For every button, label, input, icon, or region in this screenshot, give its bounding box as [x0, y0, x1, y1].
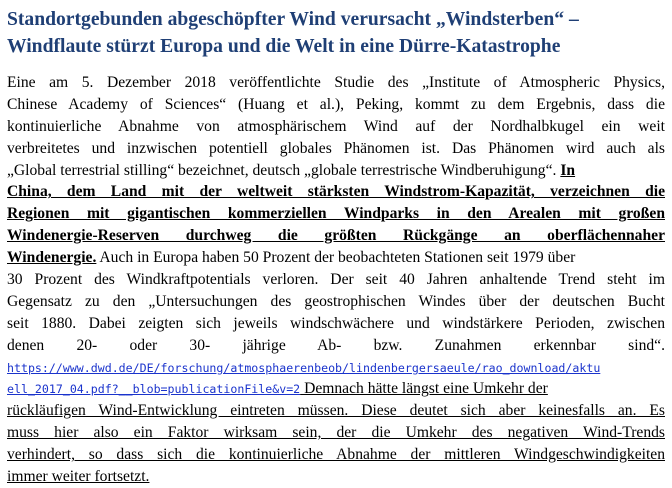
document-title: [7, 6, 665, 60]
text-line: denen 20- oder 30- jährige Ab- bzw. Zunahmen erkennbar sind“.: [7, 336, 665, 354]
text-line: [7, 357, 665, 379]
source-link-continued[interactable]: ell_2017_04.pdf?__blob=publicationFile&v=2: [7, 382, 301, 397]
text-line: seit 1880. Dabei zeigten sich jeweils windschwächere und windstärkere Perioden, zwischen: [7, 314, 665, 332]
text-line: [7, 160, 665, 182]
emphasis-line: China, dem Land mit der weltweit stärksten Windstrom-Kapazität, verzeichnen die: [7, 183, 665, 201]
text-line: Chinese Academy of Sciences“ (Huang et al.), Peking, kommt zu dem Ergebnis, dass die: [7, 95, 665, 113]
title-line-2: Windflaute stürzt Europa und die Welt in eine Dürre-Katastrophe: [7, 36, 561, 57]
text-line: Gegensatz zu den „Untersuchungen des geostrophischen Windes über der deutschen Bucht: [7, 292, 665, 310]
underlined-line: rückläufigen Wind-Entwicklung eintreten müssen. Diese deutet sich aber keinesfalls an. Es: [7, 402, 665, 420]
text-line: 30 Prozent des Windkraftpotentials verloren. Der seit 40 Jahren anhaltende Trend steht im: [7, 271, 665, 289]
text-segment: Auch in Europa haben 50 Prozent der beobachteten Stationen seit 1979 über: [96, 249, 576, 267]
emphasis-segment: Windenergie.: [7, 249, 97, 267]
emphasis-line: Windenergie-Reserven durchweg die größten Rückgänge an oberflächennaher: [7, 227, 665, 245]
emphasis-line: Regionen mit gigantischen kommerziellen Windparks in den Arealen mit großen: [7, 205, 665, 223]
underlined-line: verhindert, so dass sich die kontinuierliche Abnahme der mittleren Windgeschwindigkeiten: [7, 446, 665, 464]
title-line-1: Standortgebunden abgeschöpfter Wind verursacht „Windsterben“ –: [7, 9, 579, 30]
body-paragraph: [7, 72, 665, 488]
source-link[interactable]: https://www.dwd.de/DE/forschung/atmosphaerenbeob/lindenbergersaeule/rao_download/aktu: [7, 360, 601, 375]
text-line: [7, 378, 665, 400]
text-line: kontinuierliche Abnahme von atmosphärischem Wind auf der Nordhalbkugel ein weit: [7, 117, 665, 135]
text-segment: „Global terrestrial stilling“ bezeichnet, deutsch „globale terrestrische Windberuhigung“.: [7, 161, 557, 179]
underlined-line: muss hier also ein Faktor wirksam sein, der die Umkehr des negativen Wind-Trends: [7, 424, 665, 442]
underlined-line: immer weiter fortsetzt.: [7, 468, 150, 486]
text-line: verbreitetes und inzwischen potentiell globales Phänomen ist. Das Phänomen wird auch als: [7, 139, 665, 157]
emphasis-segment: In: [560, 161, 576, 179]
underlined-segment: Demnach hätte längst eine Umkehr der: [300, 380, 548, 398]
text-line: [7, 247, 665, 269]
text-line: Eine am 5. Dezember 2018 veröffentlichte Studie des „Institute of Atmospheric Physics,: [7, 74, 665, 91]
